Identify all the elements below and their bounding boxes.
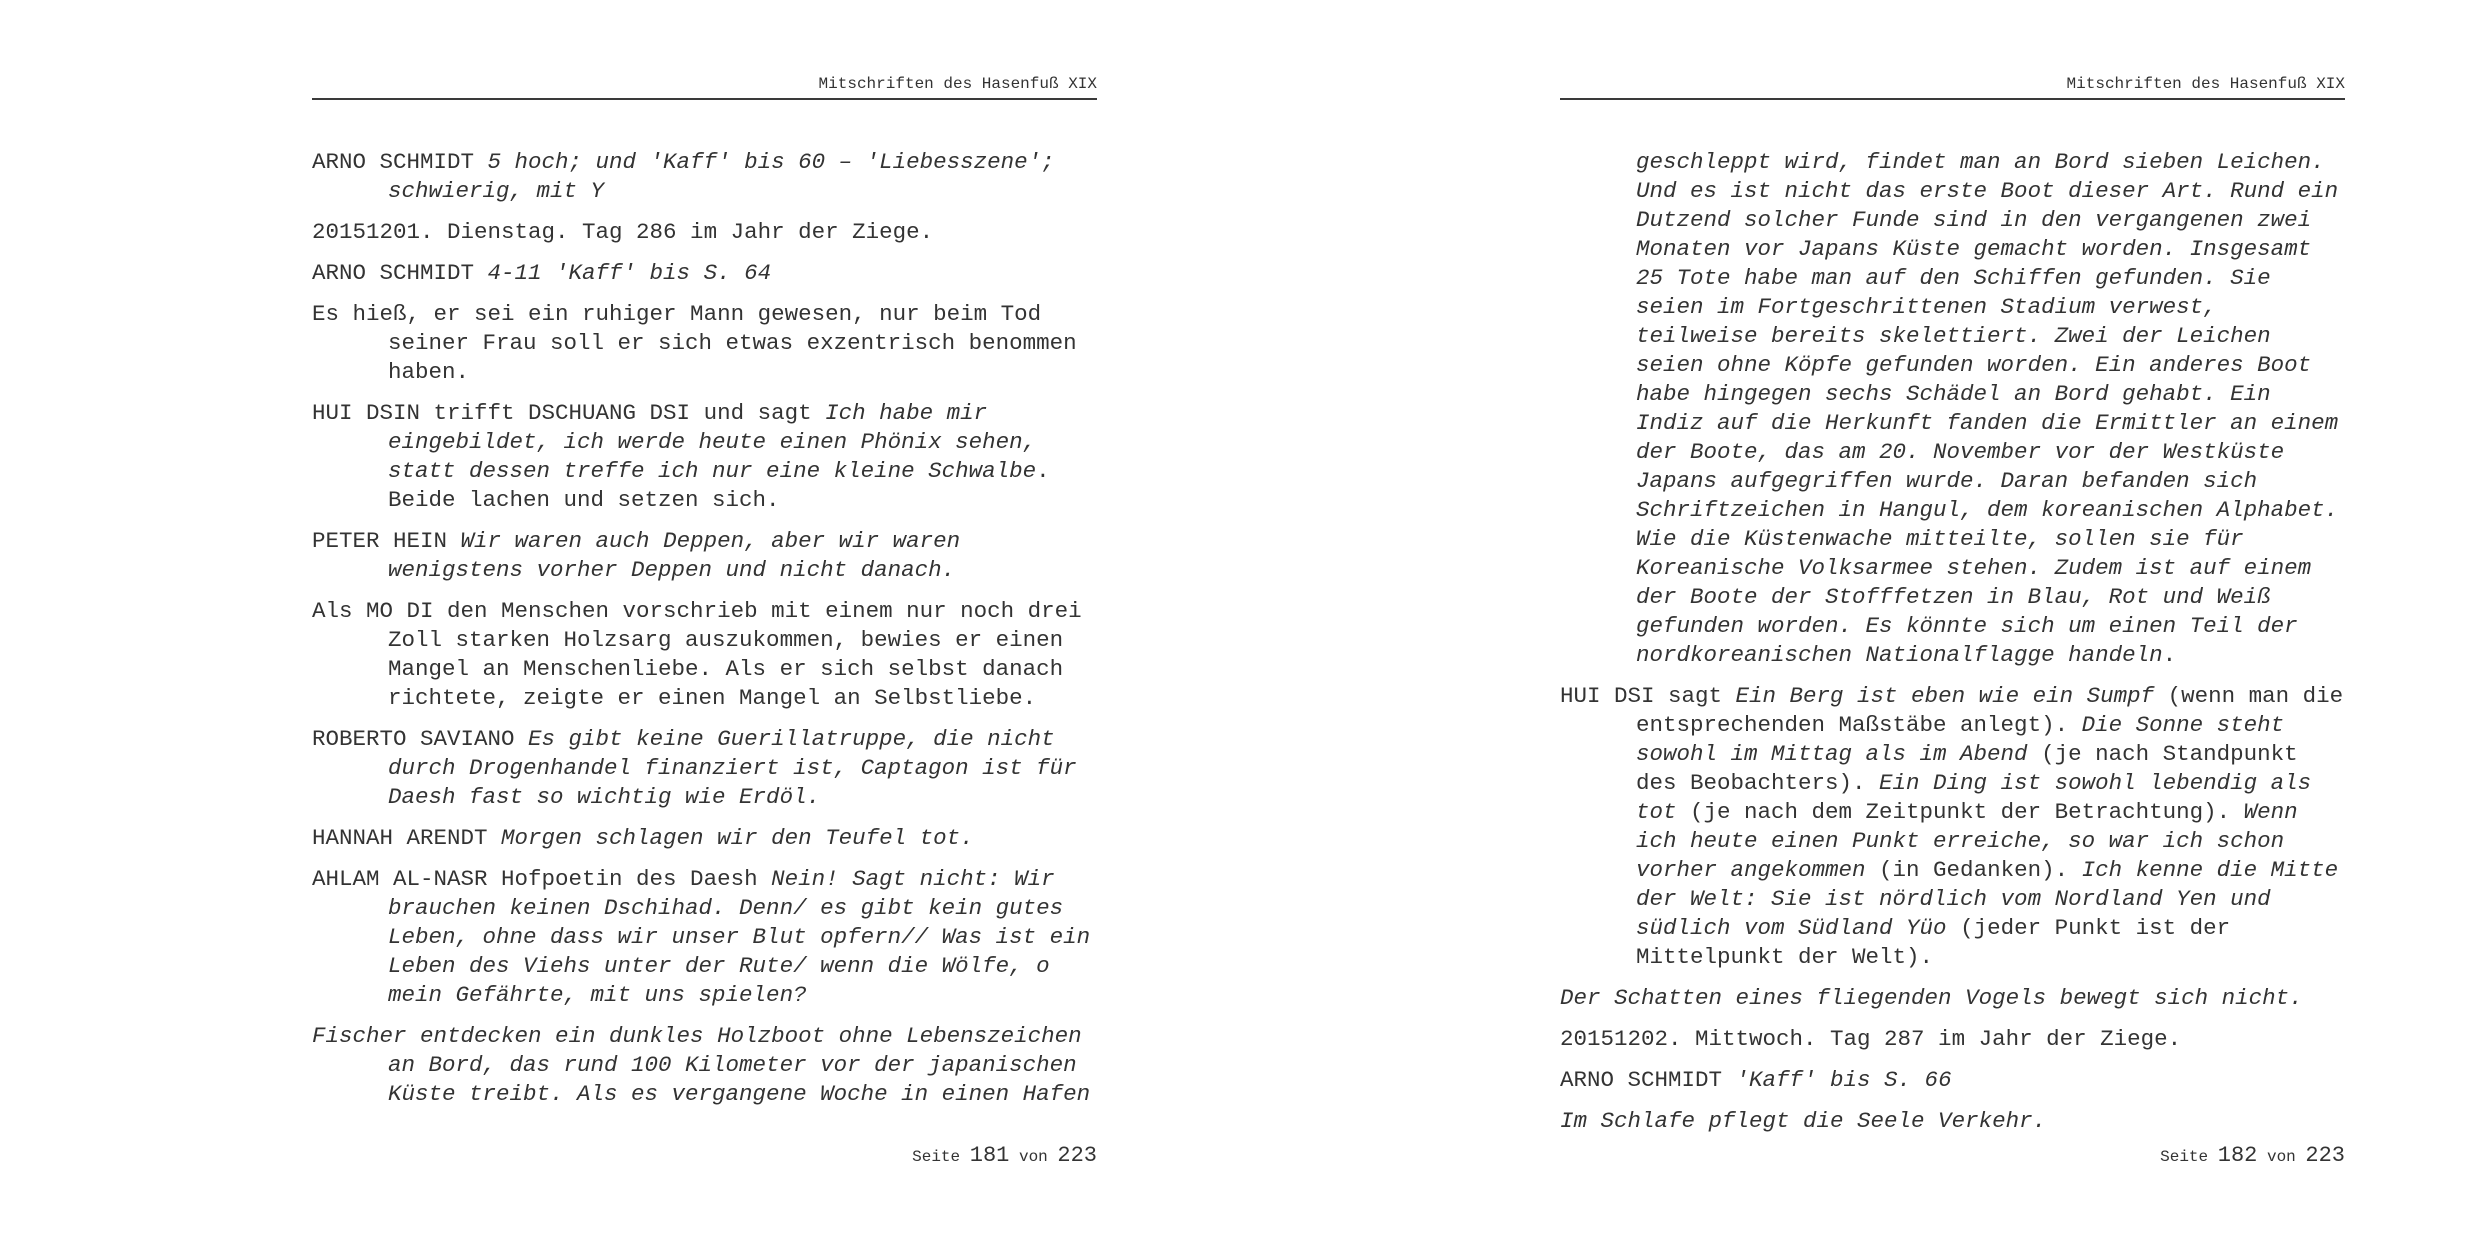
- roman-text: ROBERTO SAVIANO: [312, 726, 529, 752]
- italic-text: Fischer entdecken ein dunkles Holzboot ohne Lebenszeichen an Bord, das rund 100 Kilometer vor der japanischen Küste treibt. Als es vergangene Woche in einen Hafen: [312, 1023, 1091, 1107]
- italic-text: 4-11 'Kaff' bis S. 64: [487, 260, 772, 286]
- italic-text: Morgen schlagen wir den Teufel tot.: [501, 825, 974, 851]
- italic-text: 'Kaff' bis S. 66: [1735, 1067, 1952, 1093]
- total-pages: 223: [1057, 1143, 1097, 1168]
- paragraph: [312, 300, 1097, 387]
- roman-text: (in Gedanken).: [1865, 857, 2082, 883]
- paragraph: [312, 148, 1097, 206]
- roman-text: AHLAM AL-NASR Hofpoetin des Daesh: [312, 866, 772, 892]
- paragraph: [312, 597, 1097, 713]
- roman-text: PETER HEIN: [312, 528, 461, 554]
- paragraph: [312, 399, 1097, 515]
- paragraph: [312, 218, 1097, 247]
- total-pages: 223: [2305, 1143, 2345, 1168]
- roman-text: Es hieß, er sei ein ruhiger Mann gewesen, nur beim Tod seiner Frau soll er sich etwas exzentrisch benommen haben.: [312, 301, 1077, 385]
- page-body: [1560, 148, 2345, 1148]
- roman-text: 20151201. Dienstag. Tag 286 im Jahr der Ziege.: [312, 219, 934, 245]
- page-number: 182: [2217, 1143, 2258, 1168]
- paragraph: [1560, 984, 2345, 1013]
- roman-text: (wenn man die entsprechenden Maßstäbe anlegt).: [1636, 683, 2344, 738]
- roman-text: HUI DSIN trifft DSCHUANG DSI und sagt: [312, 400, 826, 426]
- roman-text: 20151202. Mittwoch. Tag 287 im Jahr der Ziege.: [1560, 1026, 2182, 1052]
- paragraph: [1560, 1107, 2345, 1136]
- italic-text: Im Schlafe pflegt die Seele Verkehr.: [1560, 1108, 2047, 1134]
- italic-text: Nein! Sagt nicht: Wir brauchen keinen Dschihad. Denn/ es gibt kein gutes Leben, ohne dass wir unser Blut opfern// Was ist ein Leben des Viehs unter der Rute/ wenn die Wölfe, o mein Gefährte, mit uns spielen?: [388, 866, 1091, 1008]
- roman-text: ARNO SCHMIDT: [1560, 1067, 1736, 1093]
- paragraph: [312, 1022, 1097, 1109]
- footer-von-label: von: [2266, 1148, 2296, 1166]
- roman-text: HANNAH ARENDT: [312, 825, 502, 851]
- right-page: [1560, 0, 2345, 1240]
- italic-text: Wenn ich heute einen Punkt erreiche, so war ich schon vorher angekommen: [1636, 799, 2298, 883]
- footer-seite-label: Seite: [2160, 1148, 2209, 1166]
- page-footer: [312, 1143, 1097, 1168]
- italic-text: Die Sonne steht sowohl im Mittag als im Abend: [1636, 712, 2285, 767]
- roman-text: HUI DSI sagt: [1560, 683, 1736, 709]
- roman-text: Als MO DI den Menschen vorschrieb mit einem nur noch drei Zoll starken Holzsarg auszukommen, bewies er einen Mangel an Menschenliebe. Als er sich selbst danach richtete, zeigte er einen Mangel an Selbstliebe.: [312, 598, 1082, 711]
- paragraph: [1560, 148, 2345, 670]
- italic-text: Ich kenne die Mitte der Welt: Sie ist nördlich vom Nordland Yen und südlich vom Südland Yüo: [1636, 857, 2339, 941]
- running-header: Mitschriften des Hasenfuß XIX: [1560, 74, 2345, 100]
- running-header: Mitschriften des Hasenfuß XIX: [312, 74, 1097, 100]
- italic-text: Ein Ding ist sowohl lebendig als tot: [1636, 770, 2312, 825]
- left-page: [312, 0, 1097, 1240]
- paragraph: [312, 527, 1097, 585]
- roman-text: (je nach Standpunkt des Beobachters).: [1636, 741, 2298, 796]
- roman-text: (jeder Punkt ist der Mittelpunkt der Welt).: [1636, 915, 2231, 970]
- paragraph: [312, 824, 1097, 853]
- page-number: 181: [969, 1143, 1010, 1168]
- roman-text: . Beide lachen und setzen sich.: [388, 458, 1050, 513]
- paragraph: [312, 259, 1097, 288]
- roman-text: .: [2162, 642, 2177, 668]
- roman-text: ARNO SCHMIDT: [312, 149, 488, 175]
- paragraph: [1560, 682, 2345, 972]
- roman-text: (je nach dem Zeitpunkt der Betrachtung).: [1676, 799, 2244, 825]
- italic-text: Der Schatten eines fliegenden Vogels bewegt sich nicht.: [1560, 985, 2303, 1011]
- italic-text: geschleppt wird, findet man an Bord sieben Leichen. Und es ist nicht das erste Boot dieser Art. Rund ein Dutzend solcher Funde sind in den vergangenen zwei Monaten vor Japans Küste gemacht worden. Insgesamt 25 Tote habe man auf den Schiffen gefunden. Sie seien im Fortgeschrittenen Stadium verwest, teilweise bereits skelettiert. Zwei der Leichen seien ohne Köpfe gefunden worden. Ein anderes Boot habe hingegen sechs Schädel an Bord gehabt. Ein Indiz auf die Herkunft fanden die Ermittler an einem der Boote, das am 20. November vor der Westküste Japans aufgegriffen wurde. Daran befanden sich Schriftzeichen in Hangul, dem koreanischen Alphabet. Wie die Küstenwache mitteilte, sollen sie für Koreanische Volksarmee stehen. Zudem ist auf einem der Boote der Stofffetzen in Blau, Rot und Weiß gefunden worden. Es könnte sich um einen Teil der nordkoreanischen Nationalflagge handeln: [1636, 149, 2339, 668]
- paragraph: [1560, 1025, 2345, 1054]
- footer-seite-label: Seite: [912, 1148, 961, 1166]
- paragraph: [312, 725, 1097, 812]
- italic-text: Ich habe mir eingebildet, ich werde heute einen Phönix sehen, statt dessen treffe ich nur eine kleine Schwalbe: [388, 400, 1037, 484]
- italic-text: 5 hoch; und 'Kaff' bis 60 – 'Liebesszene'; schwierig, mit Y: [388, 149, 1055, 204]
- italic-text: Ein Berg ist eben wie ein Sumpf: [1735, 683, 2155, 709]
- paragraph: [312, 865, 1097, 1010]
- italic-text: Wir waren auch Deppen, aber wir waren wenigstens vorher Deppen und nicht danach.: [388, 528, 961, 583]
- footer-von-label: von: [1018, 1148, 1048, 1166]
- italic-text: Es gibt keine Guerillatruppe, die nicht durch Drogenhandel finanziert ist, Captagon ist für Daesh fast so wichtig wie Erdöl.: [388, 726, 1077, 810]
- roman-text: ARNO SCHMIDT: [312, 260, 488, 286]
- page-footer: [1560, 1143, 2345, 1168]
- paragraph: [1560, 1066, 2345, 1095]
- page-body: [312, 148, 1097, 1121]
